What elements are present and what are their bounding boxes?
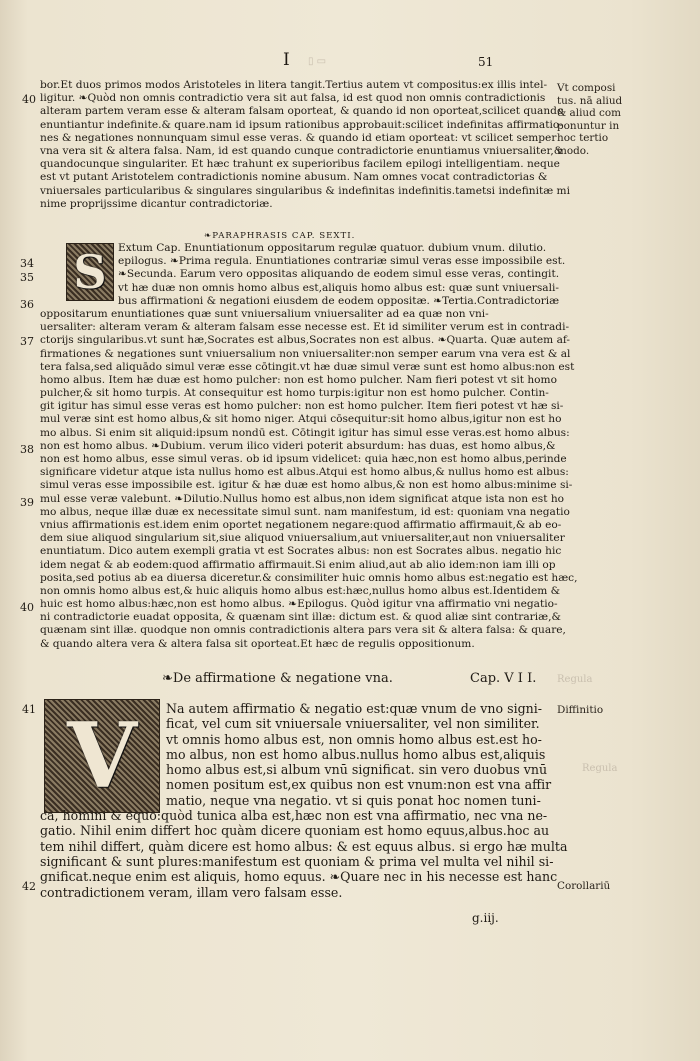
text-line: homo albus est,si album vnū significat. sin vero duobus vnū <box>166 762 548 778</box>
marginal-note-line: Vt composi <box>557 82 616 94</box>
line-number: 38 <box>20 443 34 456</box>
text-line: vt omnis homo albus est, non omnis homo albus est.est ho- <box>166 731 542 747</box>
text-line: ni contradictorie euadat opposita, & quænam sint illæ: dictum est. & quod aliæ sint contrariæ,& <box>40 611 561 624</box>
text-line: quandocunque singulariter. Et hæc trahunt ex superioribus facilem epilogi intelligentiam. neque <box>40 158 560 171</box>
line-number: 39 <box>20 496 34 509</box>
text-line: git igitur has simul esse veras est homo pulcher: non est homo pulcher. Item fieri potest vt hæ si- <box>40 400 564 413</box>
paraphrasis-text <box>40 242 578 651</box>
marginal-note-line: ponuntur in <box>557 119 620 132</box>
text-line: significare videtur atque ista nullus homo est albus.Atqui est homo albus,& nullus homo est albus: <box>40 466 569 479</box>
text-line: mul esse veræ valebunt. ❧Dilutio.Nullus homo est albus,non idem significat atque ista non est ho <box>40 492 565 505</box>
text-line: nomen positum est,ex quibus non est vnum:non est vna affir <box>166 777 552 793</box>
text-line: enuntiantur indefinite.& quare.nam id ipsum rationibus approbauit:scilicet indefinitas affirmatio- <box>40 118 563 131</box>
text-line: idem negat & ab eodem:quod affirmatio affirmauit.Si enim aliud,aut ab alio idem:non iam illi op <box>40 558 556 571</box>
text-line: epilogus. ❧Prima regula. Enuntiationes contrariæ simul veras esse impossibile est. <box>118 255 566 268</box>
chapter-number: Cap. V I I. <box>470 671 537 686</box>
text-line: contradictionem veram, illam vero falsam esse. <box>40 884 343 900</box>
text-line: non est homo albus. ❧Dubium. verum ilico videri poterit absurdum: has duas, est homo albus,& <box>40 439 556 452</box>
text-line: non omnis homo albus est,& huic aliquis homo albus est:hæc,nullus homo albus est.Identidem & <box>40 584 561 597</box>
marginal-note-line: modo. <box>557 144 590 157</box>
text-line: alteram partem veram esse & alteram falsam oporteat, & quando id non oporteat,scilicet quando <box>40 105 564 118</box>
text-line: & quando altera vera & altera falsa sit oporteat.Et hæc de regulis oppositionum. <box>40 637 475 650</box>
marginal-note-diffinitio: Diffinitio <box>557 704 604 716</box>
text-line: Na autem affirmatio & negatio est:quæ vnum de vno signi- <box>166 701 543 716</box>
text-line: tem nihil differt, quàm dicere est homo albus: & est equus albus. si ergo hæ multa <box>40 838 568 854</box>
paraphrasis-heading: ❧PARAPHRASIS CAP. SEXTI. <box>204 231 356 241</box>
text-line: ficat, vel cum sit vniuersale vniuersaliter, vel non similiter. <box>166 716 540 732</box>
text-line: quænam sint illæ. quodque non omnis contradictionis altera pars vera sit & altera falsa: & quare, <box>40 624 566 637</box>
marginal-note-line: hoc tertio <box>557 132 609 145</box>
text-line: mul veræ sint est homo albus,& sit homo niger. Atqui cōsequitur:sit homo albus,igitur non est ho <box>40 413 562 426</box>
signature-mark: g.iij. <box>472 911 499 925</box>
text-line: tera falsa,sed aliquādo simul veræ esse cōtingit.vt hæ duæ simul veræ sunt est homo albus:non est <box>40 360 575 373</box>
text-line: simul veras esse impossibile est. igitur & hæ duæ est homo albus,& non est homo albus:minime si- <box>40 479 573 492</box>
text-line: Extum Cap. Enuntiationum oppositarum regulæ quatuor. dubium vnum. dilutio. <box>118 242 547 254</box>
line-number: 34 <box>20 257 34 270</box>
text-line: vniuersales particularibus & singulares singularibus & indefinitas indefinitis.tametsi indefinitæ mi <box>40 184 570 197</box>
text-line: enuntiatum. Dico autem exempli gratia vt est Socrates albus: non est Socrates albus. negatio hic <box>40 545 562 558</box>
text-line: uersaliter: alteram veram & alteram falsam esse necesse est. Et id similiter verum est in contradi- <box>40 321 570 334</box>
line-number: 40 <box>20 601 34 614</box>
text-line: bor.Et duos primos modos Aristoteles in litera tangit.Tertius autem vt compositus:ex illis intel- <box>40 79 548 91</box>
text-line: oppositarum enuntiationes quæ sunt vniuersalium vniuersaliter ad ea quæ non vni- <box>40 307 489 320</box>
text-line: vna vera sit & altera falsa. Nam, id est quando cunque contradictorie enuntiamus vniuersaliter,& <box>40 144 564 157</box>
page-number: 51 <box>478 55 494 69</box>
text-line: posita,sed potius ab ea diuersa diceretur.& consimiliter huic omnis homo albus est:negatio est hæc, <box>40 571 578 584</box>
marginal-note-line: tus. nā aliud <box>557 94 623 107</box>
line-number: 37 <box>20 335 34 348</box>
text-line: ligitur. ❧Quòd non omnis contradictio vera sit aut falsa, id est quod non omnis contradictionis <box>40 92 546 105</box>
text-line: ca, homini & equo:quòd tunica alba est,hæc non est vna affirmatio, nec vna ne- <box>40 808 548 824</box>
text-line: pulcher,& sit homo turpis. At consequitur est homo turpis:igitur non est homo pulcher. Contin- <box>40 387 549 400</box>
text-line: mo albus, neque illæ duæ ex necessitate simul sunt. nam manifestum, id est: quoniam vna negatio <box>40 505 570 518</box>
marginal-note-line: & aliud com <box>557 107 621 120</box>
text-line: dem siue aliquod singularium sit,siue aliquod vniuersalium,aut vniuersaliter,aut non vniuersaliter <box>40 532 565 545</box>
line-number: 35 <box>20 271 34 284</box>
show-through-ink: Regula <box>582 763 618 774</box>
text-line: ❧Secunda. Earum vero oppositas aliquando de eodem simul esse veras, contingit. <box>118 268 560 281</box>
text-line: gatio. Nihil enim differt hoc quàm dicere quoniam est homo equus,albus.hoc au <box>40 823 550 839</box>
commentary-block-1 <box>40 79 570 211</box>
marginal-note-compositus <box>557 82 667 158</box>
aristotle-text-chapter-7 <box>40 701 568 900</box>
show-through-ink: ▯ ▭ <box>308 56 327 67</box>
text-line: firmationes & negationes sunt vniuersalium non vniuersaliter:non semper earum vna vera est & al <box>40 347 571 360</box>
show-through-ink: Regula <box>557 674 593 685</box>
text-line: mo albus, non est homo albus.nullus homo albus est,aliquis <box>166 746 546 762</box>
chapter-title: ❧De affirmatione & negatione vna. <box>162 671 393 686</box>
text-line: significant & sunt plures:manifestum est quoniam & prima vel multa vel nihil si- <box>40 853 554 869</box>
section-number: I <box>283 50 290 70</box>
line-number: 42 <box>22 880 36 893</box>
text-line: vnius affirmationis est.idem enim oportet negationem negare:quod affirmatio affirmauit,& ab eo- <box>40 518 562 531</box>
text-line: homo albus. Item hæ duæ est homo pulcher: non est homo pulcher. Nam fieri potest vt sit homo <box>40 373 557 386</box>
text-line: huic est homo albus:hæc,non est homo albus. ❧Epilogus. Quòd igitur vna affirmatio vni negatio- <box>40 598 558 611</box>
text-line: bus affirmationi & negationi eiusdem de eodem oppositæ. ❧Tertia.Contradictoriæ <box>118 294 560 307</box>
initial-letter: V <box>67 703 137 809</box>
marginal-note-corollarium: Corollariū <box>557 880 611 892</box>
text-line: mo albus. Si enim sit aliquid:ipsum nondū est. Cōtingit igitur has simul esse veras.est homo albus: <box>40 426 570 439</box>
text-line: vt hæ duæ non omnis homo albus est,aliquis homo albus est: quæ sunt vniuersali- <box>118 281 559 294</box>
initial-letter: S <box>73 245 107 299</box>
line-number: 41 <box>22 703 36 716</box>
text-line: nes & negationes nonnunquam simul esse veras. & quando id etiam oporteat: vt scilicet semper <box>40 131 557 144</box>
text-line: matio, neque vna negatio. vt si quis ponat hoc nomen tuni- <box>166 792 541 808</box>
text-line: est vt putant Aristotelem contradictionis nomine abusum. Nam omnes vocat contradictorias & <box>40 171 548 184</box>
text-line: non est homo albus, esse simul veras. ob id ipsum videlicet: quia hæc,non est homo albus,perinde <box>40 453 567 465</box>
text-line: ctorijs singularibus.vt sunt hæ,Socrates est albus,Socrates non est albus. ❧Quarta. Quæ autem af- <box>40 334 571 347</box>
text-line: gnificat.neque enim est aliquis, homo equus. ❧Quare nec in his necesse est hanc <box>40 869 558 885</box>
text-line: nime proprijssime dicantur contradictoriæ. <box>40 197 273 210</box>
line-number: 36 <box>20 298 34 311</box>
line-number: 40 <box>22 93 36 106</box>
